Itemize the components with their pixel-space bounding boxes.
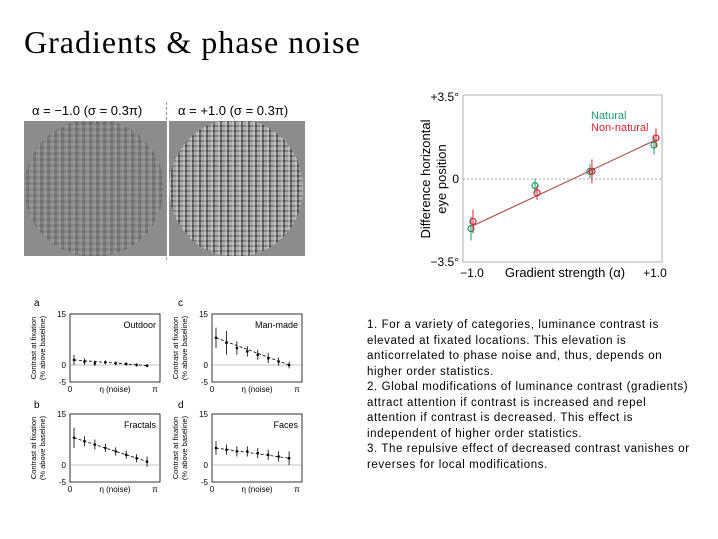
stimulus-label-left: α = −1.0 (σ = 0.3π) (32, 103, 143, 118)
panel-a-outdoor (22, 296, 172, 396)
panel-ytick: 0 (203, 461, 208, 470)
panel-ytick: -5 (58, 378, 66, 387)
panel-b-fractals (22, 396, 172, 496)
panel-point (125, 363, 128, 366)
panel-point (83, 440, 86, 443)
panel-title-faces: Faces (273, 420, 298, 430)
panel-xlabel: η (noise) (99, 485, 131, 494)
panel-xtick: 0 (209, 485, 215, 494)
panel-xlabel: η (noise) (241, 485, 273, 494)
panel-point (94, 362, 97, 365)
panel-ylabel-line1: Contrast at fixation (29, 416, 38, 480)
panel-title-outdoor: Outdoor (123, 320, 156, 330)
eye-chart-ytick-top: +3.5° (430, 90, 459, 104)
panel-ylabel-line1: Contrast at fixation (171, 416, 180, 480)
panel-point (267, 454, 270, 457)
panel-xtick: π (152, 385, 158, 394)
panel-xtick: 0 (67, 485, 73, 494)
eye-chart-legend-non-natural: Non-natural (591, 122, 649, 134)
panel-point (135, 457, 138, 460)
panel-point (125, 454, 128, 457)
panel-c-man-made (164, 296, 314, 396)
panel-point (104, 361, 107, 364)
panel-ylabel-line2: (% above baseline) (38, 415, 47, 481)
panel-xtick: π (294, 385, 300, 394)
eye-chart-ylabel-line1: Difference horizontal (418, 119, 433, 239)
panel-ylabel-line1: Contrast at fixation (171, 316, 180, 380)
result-item-3: 3. The repulsive effect of decreased contrast vanishes or reverses for local modifications. (367, 443, 690, 471)
eye-chart-fit-line (472, 140, 655, 226)
stimulus-disc-low-contrast (24, 121, 164, 256)
panel-letter-d: d (178, 400, 184, 411)
panel-point (73, 437, 76, 440)
panel-ytick: 15 (57, 310, 66, 319)
eye-chart-xtick-left: −1.0 (460, 266, 484, 280)
eye-chart-ytick-zero: 0 (452, 172, 459, 186)
stimulus-label-right: α = +1.0 (σ = 0.3π) (178, 103, 289, 118)
panel-xtick: 0 (209, 385, 215, 394)
panel-title-fractals: Fractals (123, 420, 156, 430)
eye-position-chart (410, 85, 670, 285)
panel-ytick: 0 (61, 461, 66, 470)
panel-point (114, 362, 117, 365)
panel-ytick: 0 (203, 361, 208, 370)
panel-xtick: 0 (67, 385, 73, 394)
panel-xlabel: η (noise) (99, 385, 131, 394)
panel-point (246, 350, 249, 353)
panel-point (215, 337, 218, 340)
stimulus-image-right (169, 121, 305, 256)
panel-ytick: 0 (61, 361, 66, 370)
panel-point (256, 354, 259, 357)
panel-point (225, 342, 228, 345)
stimulus-divider (166, 102, 167, 260)
panel-ytick: 15 (199, 310, 208, 319)
panel-ytick: -5 (200, 478, 208, 487)
panel-point (277, 455, 280, 458)
panel-point (277, 360, 280, 363)
panel-letter-c: c (178, 298, 183, 309)
stimulus-disc-high-contrast (169, 121, 303, 256)
panel-title-man-made: Man-made (254, 320, 298, 330)
panel-xlabel: η (noise) (241, 385, 273, 394)
panel-point (288, 457, 291, 460)
panel-point (146, 460, 149, 463)
panel-ylabel-line2: (% above baseline) (180, 315, 189, 381)
panel-point (236, 450, 239, 453)
panel-point (104, 447, 107, 450)
panel-point (256, 452, 259, 455)
panel-xtick: π (152, 485, 158, 494)
panel-point (73, 359, 76, 362)
panel-xtick: π (294, 485, 300, 494)
panel-point (83, 360, 86, 363)
eye-chart-xlabel: Gradient strength (α) (504, 265, 626, 280)
panel-ylabel-line2: (% above baseline) (180, 415, 189, 481)
panel-point (114, 450, 117, 453)
panel-point (146, 364, 149, 367)
panel-ylabel-line1: Contrast at fixation (29, 316, 38, 380)
panel-ytick: -5 (200, 378, 208, 387)
slide-title: Gradients & phase noise (24, 24, 361, 60)
result-item-1: 1. For a variety of categories, luminance contrast is elevated at fixated locations. This elevation is anticorrelated to phase noise and, thus, depends on higher order statistics. (367, 319, 663, 378)
panel-point (236, 347, 239, 350)
panel-point (215, 447, 218, 450)
panel-point (135, 364, 138, 367)
panel-d-faces (164, 396, 314, 496)
stimulus-image-left (24, 121, 167, 256)
panel-ytick: 15 (57, 410, 66, 419)
panel-ytick: -5 (58, 478, 66, 487)
panel-point (267, 357, 270, 360)
panel-ylabel-line2: (% above baseline) (38, 315, 47, 381)
panel-letter-a: a (34, 298, 40, 309)
result-item-2: 2. Global modifications of luminance contrast (gradients) attract attention if contrast is increased and repel attention if contrast is decreased. This effect is independent of higher order statistics. (367, 381, 689, 440)
results-text (367, 318, 697, 473)
panel-point (246, 450, 249, 453)
panel-ytick: 15 (199, 410, 208, 419)
eye-chart-ylabel-line2: eye position (434, 144, 449, 214)
panel-letter-b: b (34, 400, 40, 411)
eye-chart-legend-natural: Natural (591, 110, 627, 122)
eye-chart-xtick-right: +1.0 (643, 266, 667, 280)
eye-chart-ytick-bottom: −3.5° (430, 255, 459, 269)
panel-point (288, 364, 291, 367)
panel-point (225, 448, 228, 451)
panel-point (94, 443, 97, 446)
